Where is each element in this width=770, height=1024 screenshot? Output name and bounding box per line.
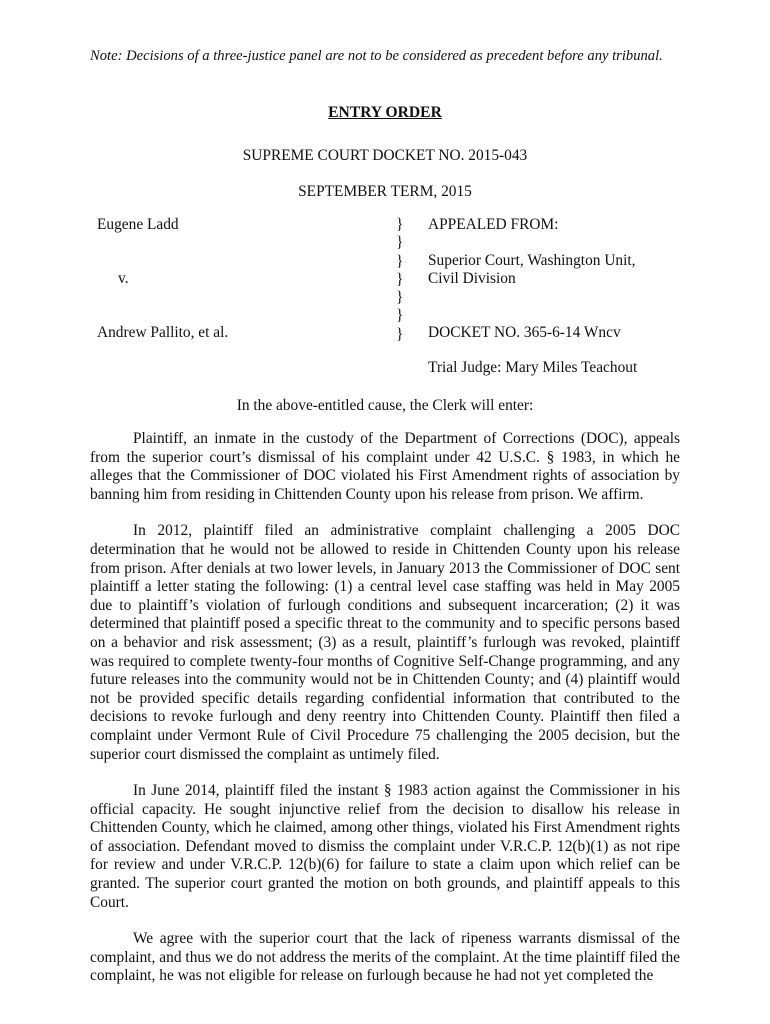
appellant-name: Eugene Ladd: [97, 216, 179, 233]
paragraph: In June 2014, plaintiff filed the instant § 1983 action against the Commissioner in his official capacity. He sought injunctive relief from the decision to disallow his release in Chittenden County, which he claimed, among other things, violated his First Amendment rights of association. Defendant moved to dismiss the complaint under V.R.C.P. 12(b)(1) as not ripe for review and under V.R.C.P. 12(b)(6) for failure to state a claim upon which relief can be granted. The superior court granted the motion on both grounds, and plaintiff appeals to this Court.: [90, 782, 680, 911]
lower-docket-number: DOCKET NO. 365-6-14 Wncv: [428, 324, 621, 341]
caption-brace-column: [396, 216, 406, 344]
supreme-court-docket: SUPREME COURT DOCKET NO. 2015-043: [242, 147, 528, 164]
order-body: [90, 430, 680, 1004]
brace-mark: }: [396, 270, 404, 288]
lower-court-line2: Civil Division: [428, 270, 516, 287]
versus-label: v.: [118, 270, 129, 287]
brace-mark: }: [396, 216, 404, 233]
brace-mark: }: [396, 289, 404, 307]
appellee-name: Andrew Pallito, et al.: [97, 324, 229, 341]
lower-court-line1: Superior Court, Washington Unit,: [428, 252, 636, 269]
clerk-entry-line: In the above-entitled cause, the Clerk will enter:: [236, 397, 534, 414]
court-term: SEPTEMBER TERM, 2015: [298, 183, 472, 200]
page-title: ENTRY ORDER: [328, 104, 442, 121]
paragraph: Plaintiff, an inmate in the custody of the Department of Corrections (DOC), appeals from the superior court’s dismissal of his complaint under 42 U.S.C. § 1983, in which he alleges that the Commissioner of DOC violated his First Amendment rights of association by banning him from residing in Chittenden County upon his release from prison. We affirm.: [90, 430, 680, 503]
trial-judge: Trial Judge: Mary Miles Teachout: [428, 359, 638, 376]
case-caption: [0, 0, 770, 380]
precedent-note: Note: Decisions of a three-justice panel are not to be considered as precedent before any tribunal.: [90, 48, 663, 64]
paragraph: We agree with the superior court that the lack of ripeness warrants dismissal of the complaint, and thus we do not address the merits of the complaint. At the time plaintiff filed the complaint, he was not eligible for release on furlough because he had not yet completed the: [90, 930, 680, 985]
appealed-from-label: APPEALED FROM:: [428, 216, 559, 233]
brace-mark: }: [396, 307, 404, 325]
brace-mark: }: [396, 252, 404, 270]
brace-mark: }: [396, 325, 404, 343]
paragraph: In 2012, plaintiff filed an administrative complaint challenging a 2005 DOC determination that he would not be allowed to reside in Chittenden County upon his release from prison. After denials at two lower levels, in January 2013 the Commissioner of DOC sent plaintiff a letter stating the following: (1) a central level case staffing was held in May 2005 due to plaintiff’s violation of furlough conditions and subsequent incarceration; (2) it was determined that plaintiff posed a specific threat to the community and to specific persons based on a behavior and risk assessment; (3) as a result, plaintiff’s furlough was revoked, plaintiff was required to complete twenty-four months of Cognitive Self-Change programming, and any future releases into the community would not be in Chittenden County; and (4) plaintiff would not be provided specific details regarding confidential information that contributed to the decisions to revoke furlough and deny reentry into Chittenden County. Plaintiff then filed a complaint under Vermont Rule of Civil Procedure 75 challenging the 2005 decision, but the superior court dismissed the complaint as untimely filed.: [90, 522, 680, 763]
brace-mark: }: [396, 234, 404, 252]
